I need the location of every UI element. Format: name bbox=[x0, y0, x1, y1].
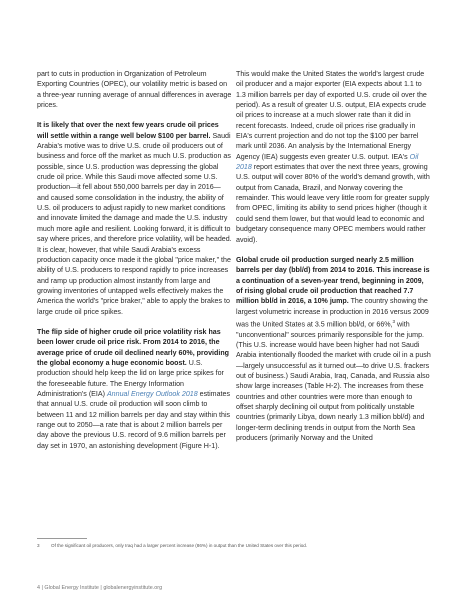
paragraph-price-range bbox=[37, 120, 232, 317]
paragraph-opec-volatility bbox=[37, 69, 232, 110]
paragraph-text: part to cuts in production in Organization of Petroleum Exporting Countries (OPEC), our volatility metric is based on a three-year running average of annual differences in average prices. bbox=[37, 70, 232, 110]
paragraph-text: Saudi Arabia's motive was to drive U.S. crude oil producers out of business and force off the market as much U.S. production as possible, since U.S. production was depressing the global crude oil price. While this Saudi move affected some U.S. production—it fell about 550,000 barrels per day in 2016—and caused some consolidation in the industry, the ability of U.S. oil producers to adjust rapidly to new market conditions and innovate limited the damage and made the U.S. industry much more agile and resilient. Looking forward, it is difficult to say where prices, and therefore price volatility, will be headed. It is clear, however, that while Saudi Arabia's excess production capacity once made it the global "price maker," the ability of U.S. producers to respond rapidly to price increases and ramp up production almost instantly from large and growing inventories of untapped wells effectively makes the America the world's "price braker," able to apply the brakes to large crude oil price spikes. bbox=[37, 131, 232, 316]
paragraph-lead-bold: It is likely that over the next few years crude oil prices will settle within a range well below $100 per barrel. bbox=[37, 121, 219, 140]
paragraph-price-risk bbox=[37, 327, 232, 451]
publication-title-link[interactable]: Oil 2018 bbox=[236, 152, 419, 172]
paragraph-lead-bold: Global crude oil production surged nearly 2.5 million barrels per day (bbl/d) from 2014 to 2016. This increase is a continuation of a seven-year trend, beginning in 2009, of rising global crude oil production that reached 7.7 million bbl/d in 2016, a 10% jump. bbox=[236, 255, 430, 306]
footnote-marker[interactable]: 3 bbox=[392, 318, 396, 324]
footnote-text: Of the significant oil producers, only Iraq had a larger percent increase (86%) in output than the United States over this period. bbox=[51, 543, 308, 548]
right-column bbox=[236, 69, 431, 453]
left-column bbox=[37, 69, 232, 461]
paragraph-text: report estimates that over the next three years, growing U.S. output will cover 80% of the world's demand growth, with output from Canada, Brazil, and Norway covering the remainder. This would leave very little room for greater supply from OPEC, limiting its ability to send prices higher (though it could send them lower, but that would lead to economic and budgetary consequence many OPEC members would rather avoid). bbox=[236, 163, 430, 244]
footnote-number: 3 bbox=[37, 543, 40, 548]
paragraph-lead-bold: The flip side of higher crude oil price volatility risk has been lower crude oil price risk. From 2014 to 2016, the average price of crude oil declined nearly 60%, providing the global economy a huge economic boost. bbox=[37, 327, 229, 367]
paragraph-global-production bbox=[236, 255, 431, 444]
paragraph-text: with "unconventional" sources primarily responsible for the jump. (This U.S. increase would have been higher had not Saudi Arabia intentionally flooded the market with crude oil in a push—largely unsuccessful as it turned out—to drive U.S. frackers out of business.) Saudi Arabia, Iraq, Canada, and Russia also show large increases (Table H-2). The increases from these countries and other countries were more than enough to offset sharply declining oil output from politically unstable countries (primarily Libya, down nearly 1.3 million bbl/d) and longer-term declining trends in output from the North Sea producers (primarily Norway and the United bbox=[236, 320, 431, 443]
paragraph-text: The country showing the largest volumetric increase in production in 2016 versus 2009 was the United States at 3.5 million bbl/d, or 66%, bbox=[236, 297, 429, 329]
paragraph-text: This would make the United States the world's largest crude oil producer and a major exporter (EIA expects about 1.1 to 1.3 million barrels per day of exported U.S. crude oil over the period). As a result of greater U.S. output, EIA expects crude oil prices to increase at a much slower rate than it did in recent forecasts. Indeed, crude oil prices rise gradually in EIA's current projection and do not top the $100 per barrel mark until 2036. An analysis by the International Energy Agency (IEA) suggests even greater U.S. output. IEA's bbox=[236, 70, 427, 161]
paragraph-text: U.S. production should help keep the lid on large price spikes for the foreseeable future. The Energy Information Administration's (EIA) bbox=[37, 358, 224, 398]
footnote-divider bbox=[37, 538, 87, 539]
publication-title-link[interactable]: Annual Energy Outlook 2018 bbox=[106, 389, 198, 398]
page-footer: 4 | Global Energy Institute | globalenergyinstitute.org bbox=[37, 585, 163, 591]
footnote bbox=[37, 543, 437, 549]
paragraph-us-largest-producer bbox=[236, 69, 431, 245]
paragraph-text: estimates that annual U.S. crude oil production will soon climb to between 11 and 12 million barrels per day and stay within this range out to 2050—a rate that is about 2 million barrels per day above the previous U.S. record of 9.6 million barrels per day set in 1970, an astonishing development (Figure H-1). bbox=[37, 389, 231, 450]
